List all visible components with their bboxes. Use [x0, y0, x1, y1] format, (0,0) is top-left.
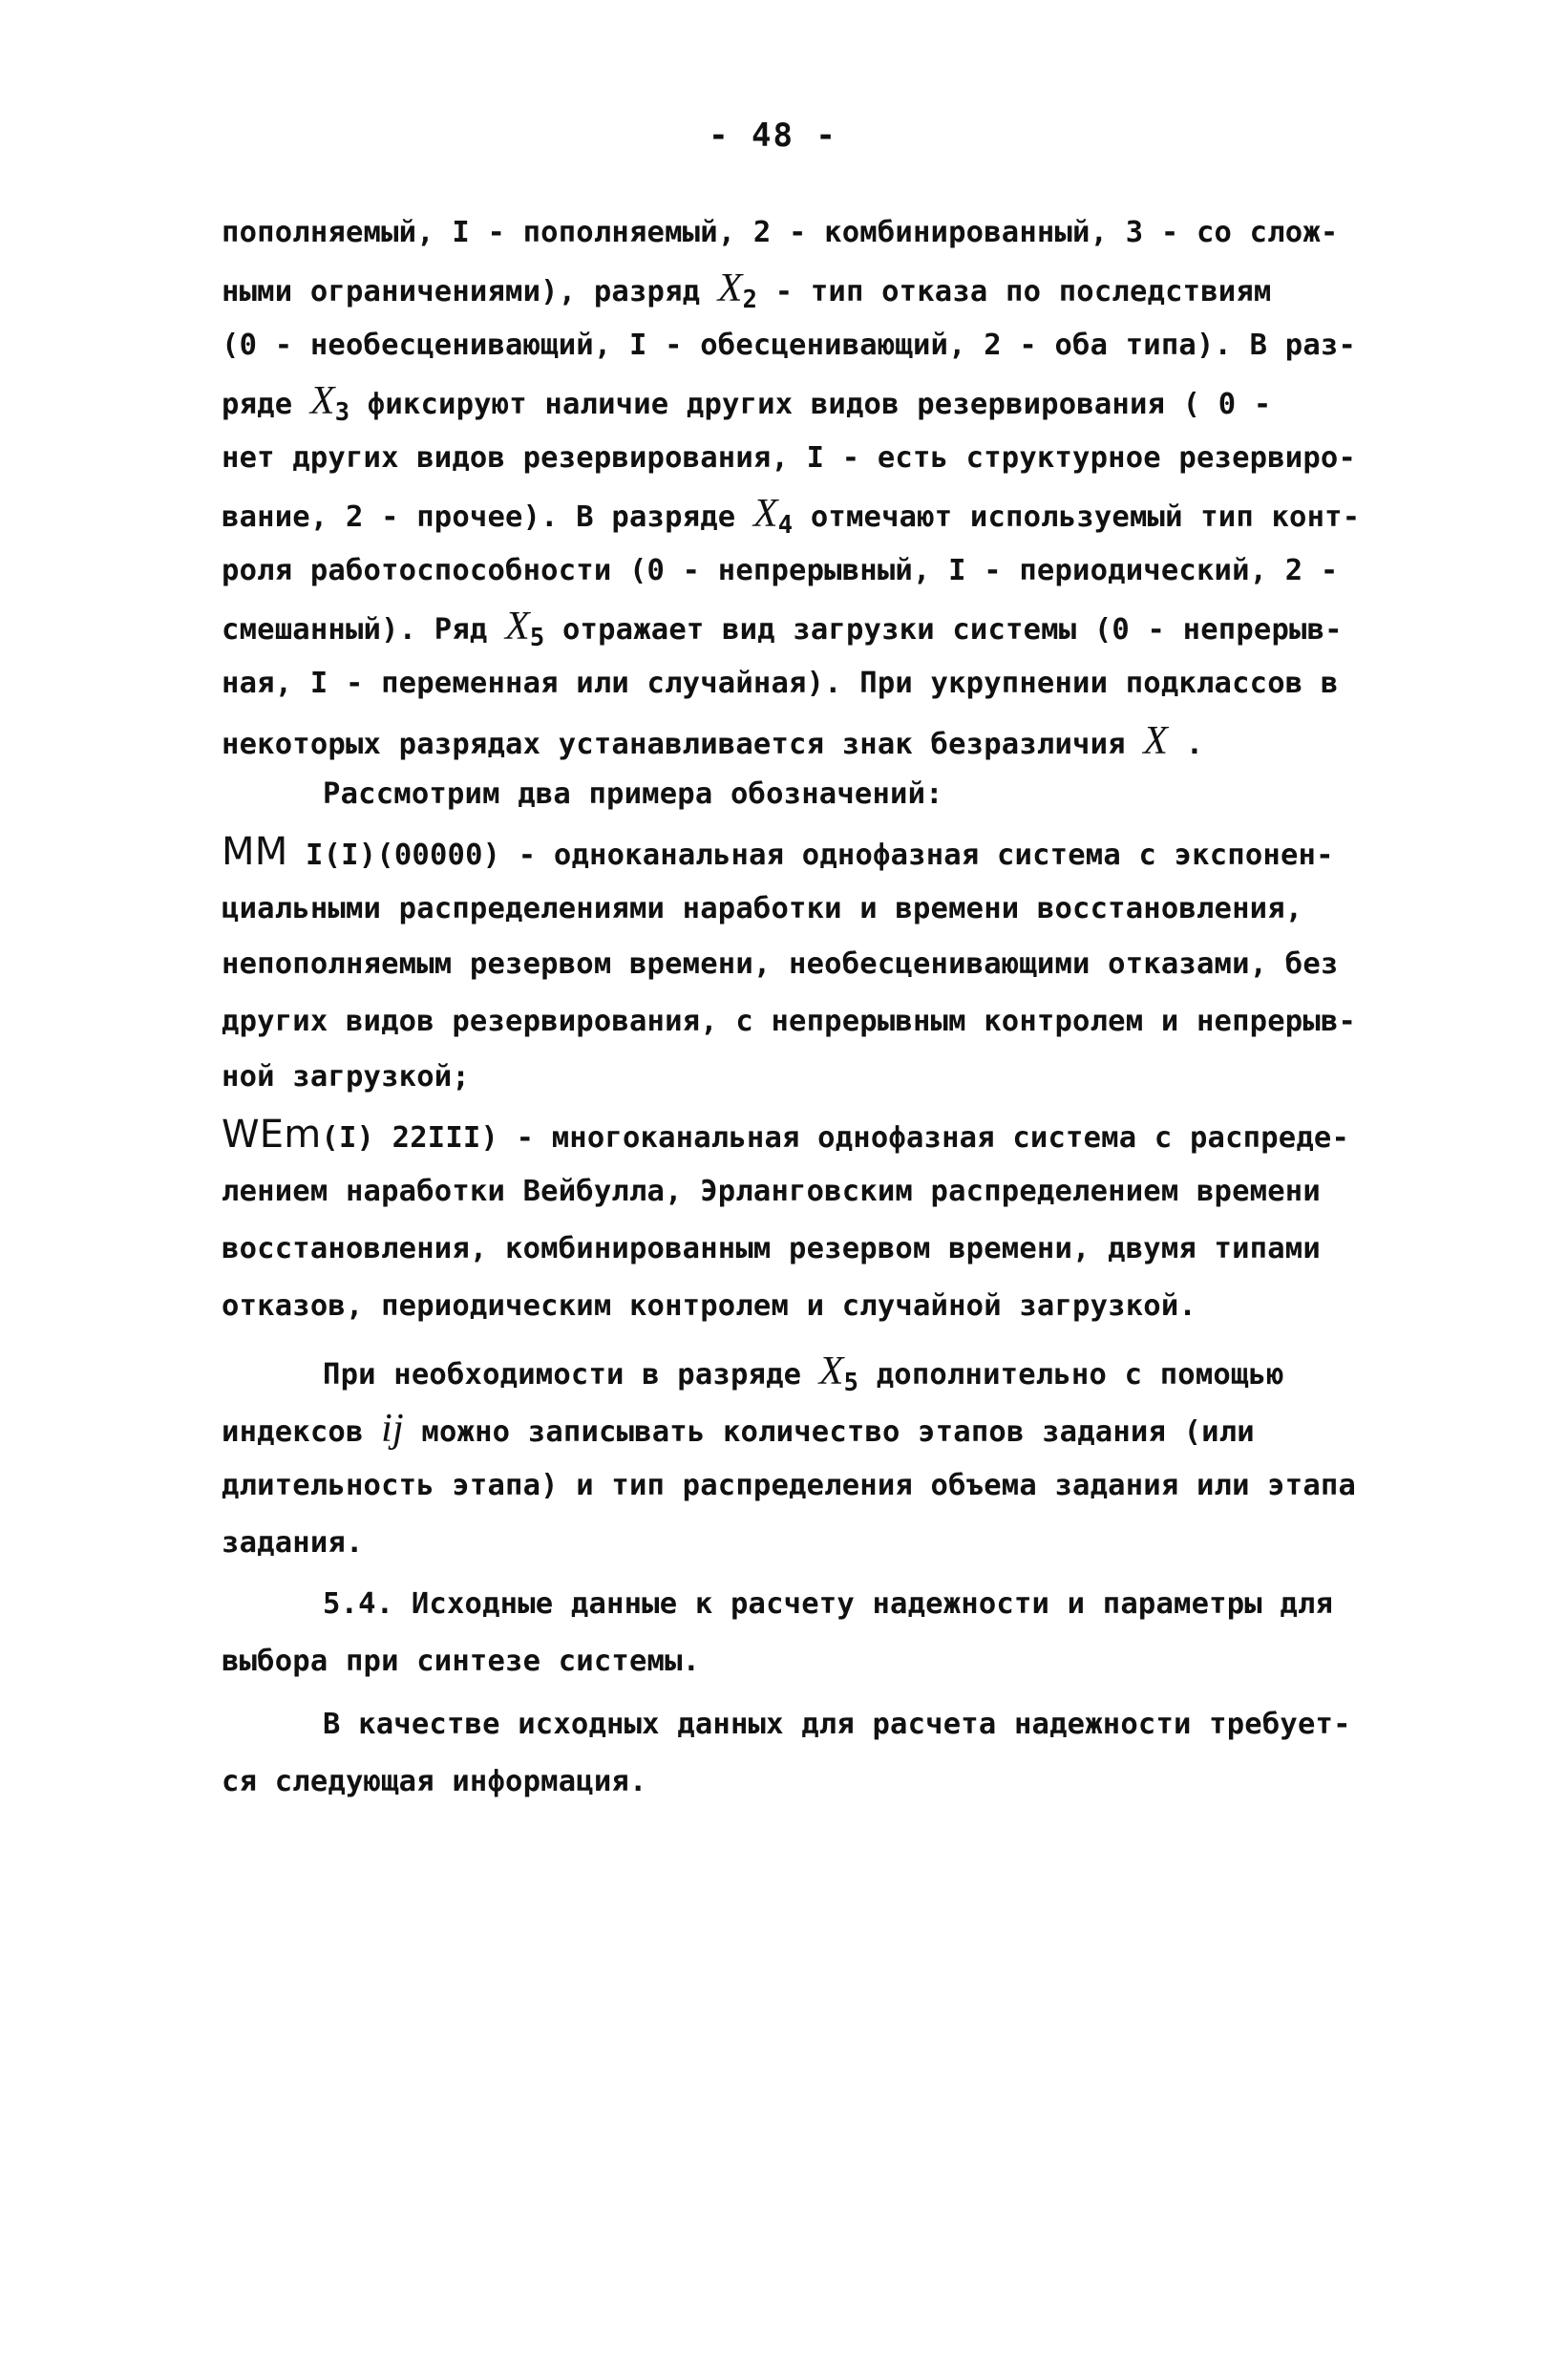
text-line: отражает вид загрузки системы (0 - непрерыв- — [544, 613, 1343, 647]
text-line: В качестве исходных данных для расчета надежности требует- — [323, 1708, 1351, 1741]
text-line — [222, 1763, 1348, 1801]
section-heading — [222, 1643, 1348, 1681]
text-line — [222, 1003, 1357, 1041]
text-line: I(I)(00000) - одноканальная однофазная система с экспонен- — [287, 839, 1334, 872]
text-line — [222, 1230, 1348, 1268]
section-heading-text: 5.4. Исходные данные к расчету надежности и параметры для — [323, 1587, 1334, 1621]
text-line: других видов резервирования, с непрерывным контролем и непрерыв- — [222, 1005, 1357, 1038]
text-line — [323, 776, 1450, 814]
text-line — [222, 327, 1357, 365]
text-line — [222, 607, 1348, 656]
text-line — [222, 1467, 1357, 1505]
text-line — [222, 1524, 1348, 1562]
text-line — [323, 1706, 1450, 1744]
text-line — [222, 439, 1357, 478]
text-line — [222, 1058, 1348, 1096]
text-line: некоторых разрядах устанавливается знак безразличия — [222, 728, 1144, 761]
text-line: циальными распределениями наработки и времени восстановления, — [222, 892, 1303, 925]
text-line: ная, I - переменная или случайная). При укрупнении подклассов в — [222, 667, 1339, 700]
variable-subscript: 2 — [742, 285, 758, 314]
section-heading — [323, 1585, 1450, 1624]
text-line: смешанный). Ряд — [222, 613, 506, 647]
text-line — [222, 1173, 1348, 1211]
text-line: длительность этапа) и тип распределения объема задания или этапа — [222, 1469, 1357, 1502]
variable-symbol: X — [309, 379, 335, 423]
text-line: (I) 22III) - многоканальная однофазная система с распреде- — [321, 1121, 1350, 1155]
text-line: дополнительно с помощью — [858, 1358, 1284, 1392]
variable-symbol: X — [505, 605, 530, 648]
text-line: Рассмотрим два примера обозначений: — [323, 777, 943, 811]
text-line — [222, 946, 1348, 984]
text-line — [222, 1407, 1348, 1452]
text-line: ными ограничениями), разряд — [222, 275, 718, 308]
text-line: нет других видов резервирования, I - есть структурное резервиро- — [222, 441, 1357, 475]
variable-symbol: X — [717, 266, 743, 310]
section-heading-text: выбора при синтезе системы. — [222, 1645, 701, 1678]
text-line: пополняемый, I - пополняемый, 2 - комбинированный, 3 - со слож- — [222, 216, 1339, 249]
text-line: отказов, периодическим контролем и случайной загрузкой. — [222, 1289, 1197, 1323]
text-line — [222, 1113, 1350, 1158]
text-line: вание, 2 - прочее). В разряде — [222, 500, 753, 534]
variable-subscript: 4 — [777, 510, 794, 540]
text-line: индексов — [222, 1415, 382, 1449]
notation-code: MM — [222, 830, 288, 874]
text-line: лением наработки Вейбулла, Эрланговским распределением времени — [222, 1175, 1321, 1208]
text-line — [222, 214, 1348, 252]
text-line — [222, 552, 1348, 590]
text-line: задания. — [222, 1526, 364, 1560]
text-line — [222, 492, 1361, 543]
variable-symbol: X — [752, 492, 778, 536]
index-symbol: ij — [381, 1407, 404, 1451]
text-line — [222, 890, 1348, 928]
text-line — [222, 379, 1348, 431]
text-line: можно записывать количество этапов задания (или — [403, 1415, 1255, 1449]
text-line — [222, 1287, 1348, 1326]
text-line — [222, 266, 1348, 318]
text-line: фиксируют наличие других видов резервирования ( 0 - — [349, 388, 1272, 421]
text-line — [222, 719, 1348, 764]
variable-subscript: 5 — [529, 623, 545, 652]
page-number: - 48 - — [709, 117, 837, 155]
text-line: ряде — [222, 388, 310, 421]
text-line: При необходимости в разряде — [323, 1358, 819, 1392]
text-line: отмечают используемый тип конт- — [793, 500, 1361, 534]
variable-subscript: 5 — [843, 1368, 859, 1397]
text-line: (0 - необесценивающий, I - обесценивающий, 2 - оба типа). В раз- — [222, 329, 1357, 362]
text-line: - тип отказа по последствиям — [757, 275, 1272, 308]
variable-symbol: X — [818, 1349, 844, 1393]
text-line — [323, 1349, 1450, 1401]
variable-subscript: 3 — [334, 397, 350, 427]
text-line: непополняемым резервом времени, необесценивающими отказами, без — [222, 947, 1339, 981]
variable-symbol: X — [1143, 719, 1169, 763]
notation-code: WEm — [222, 1113, 322, 1157]
text-line — [222, 830, 1348, 875]
text-line — [222, 665, 1348, 703]
text-line: . — [1168, 728, 1204, 761]
text-line: восстановления, комбинированным резервом времени, двумя типами — [222, 1232, 1321, 1265]
text-line: роля работоспособности (0 - непрерывный, I - периодический, 2 - — [222, 554, 1339, 587]
text-line: ся следующая информация. — [222, 1765, 647, 1798]
text-line: ной загрузкой; — [222, 1060, 470, 1094]
